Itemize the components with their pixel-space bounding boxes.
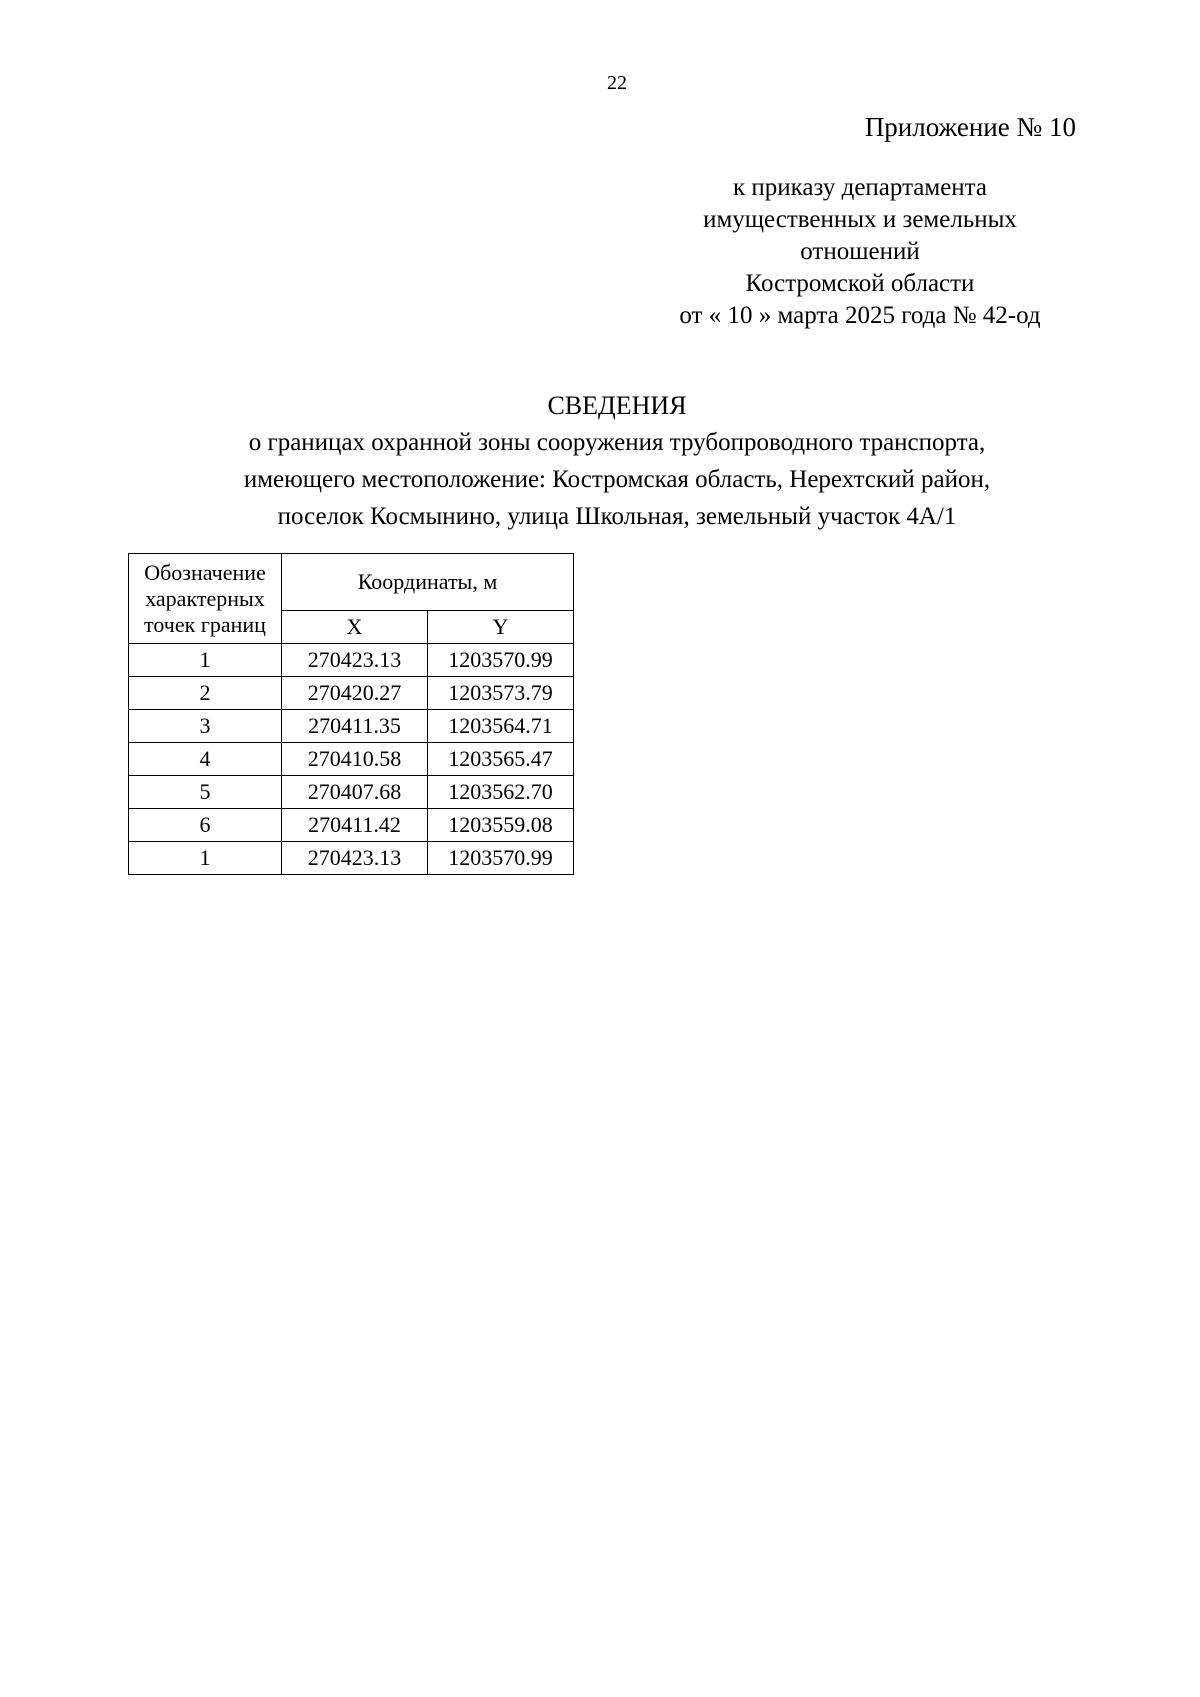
table-row bbox=[129, 776, 574, 809]
cell-y: 1203559.08 bbox=[428, 809, 574, 842]
order-reference bbox=[600, 172, 1120, 332]
order-ref-line: от « 10 » марта 2025 года № 42-од bbox=[679, 302, 1041, 329]
cell-x: 270407.68 bbox=[282, 776, 428, 809]
order-ref-line: к приказу департамента bbox=[732, 174, 988, 201]
cell-point: 6 bbox=[129, 809, 282, 842]
page-number: 22 bbox=[607, 72, 627, 94]
order-ref-line: Костромской области bbox=[745, 270, 975, 297]
cell-point: 2 bbox=[129, 677, 282, 710]
order-ref-line: отношений bbox=[800, 238, 920, 265]
cell-x: 270423.13 bbox=[282, 644, 428, 677]
cell-y: 1203562.70 bbox=[428, 776, 574, 809]
cell-x: 270411.42 bbox=[282, 809, 428, 842]
subtitle-line: поселок Космынино, улица Школьная, земельный участок 4А/1 bbox=[277, 503, 957, 530]
cell-x: 270410.58 bbox=[282, 743, 428, 776]
header-coordinates: Координаты, м bbox=[282, 554, 574, 611]
subtitle-line: имеющего местоположение: Костромская область, Нерехтский район, bbox=[243, 466, 991, 493]
header-point-line: точек границ bbox=[144, 611, 266, 637]
table-row bbox=[129, 809, 574, 842]
subtitle-line: о границах охранной зоны сооружения трубопроводного транспорта, bbox=[248, 429, 986, 456]
cell-x: 270423.13 bbox=[282, 842, 428, 875]
cell-point: 1 bbox=[129, 842, 282, 875]
cell-x: 270411.35 bbox=[282, 710, 428, 743]
table-row bbox=[129, 677, 574, 710]
cell-x: 270420.27 bbox=[282, 677, 428, 710]
table-row bbox=[129, 710, 574, 743]
cell-y: 1203564.71 bbox=[428, 710, 574, 743]
document-subtitle bbox=[100, 424, 1134, 535]
header-y: Y bbox=[428, 611, 574, 644]
cell-y: 1203573.79 bbox=[428, 677, 574, 710]
table-row bbox=[129, 842, 574, 875]
header-x: X bbox=[282, 611, 428, 644]
annex-title: Приложение № 10 bbox=[864, 112, 1076, 142]
cell-point: 5 bbox=[129, 776, 282, 809]
cell-y: 1203570.99 bbox=[428, 644, 574, 677]
cell-point: 4 bbox=[129, 743, 282, 776]
coordinates-table bbox=[128, 553, 574, 875]
table-row bbox=[129, 644, 574, 677]
table-row bbox=[129, 743, 574, 776]
cell-y: 1203570.99 bbox=[428, 842, 574, 875]
header-point-label bbox=[129, 554, 282, 644]
cell-point: 1 bbox=[129, 644, 282, 677]
table-header-row bbox=[129, 554, 574, 611]
document-heading: СВЕДЕНИЯ bbox=[547, 391, 687, 420]
header-point-line: Обозначение bbox=[144, 559, 266, 585]
cell-point: 3 bbox=[129, 710, 282, 743]
cell-y: 1203565.47 bbox=[428, 743, 574, 776]
order-ref-line: имущественных и земельных bbox=[703, 206, 1017, 233]
header-point-line: характерных bbox=[145, 585, 265, 611]
